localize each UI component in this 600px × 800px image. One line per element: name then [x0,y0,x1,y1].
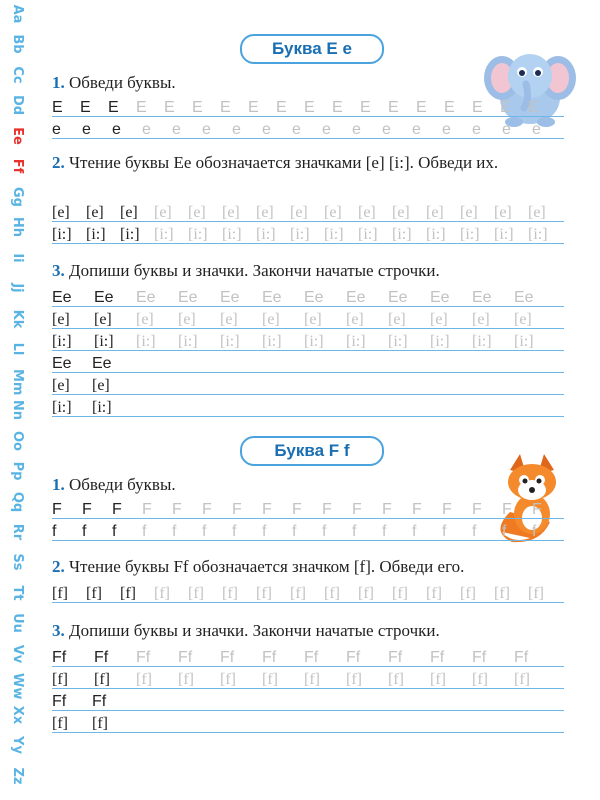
letter-trace[interactable]: Ee [388,289,408,306]
letter-trace[interactable]: e [382,121,391,138]
letter-trace[interactable]: [e] [494,204,512,221]
letter-trace[interactable]: [e] [304,311,322,328]
letter-trace[interactable]: F [142,501,152,518]
writing-row [52,692,564,712]
letter-trace[interactable]: [e] [514,311,532,328]
letter-sample: [i:] [52,333,72,350]
writing-row [52,648,564,668]
letter-sample: f [52,523,57,540]
letter-trace[interactable]: [i:] [358,226,378,243]
alphabet-letter: Ll [10,342,25,356]
letter-trace[interactable]: E [164,99,175,116]
row-cells [52,120,562,140]
letter-trace[interactable]: f [142,523,147,540]
section-e-task1 [52,72,570,94]
writing-row [52,354,564,374]
alphabet-letter: Dd [10,95,25,116]
row-cells [52,398,132,418]
writing-row [52,120,564,140]
letter-trace[interactable]: [f] [290,585,306,602]
alphabet-column [6,0,36,790]
writing-row [52,500,564,520]
letter-sample: Ff [52,649,67,666]
letter-trace[interactable]: e [202,121,211,138]
letter-sample: [f] [86,585,102,602]
task-number: 2. [52,557,65,576]
letter-trace[interactable]: e [232,121,241,138]
writing-row [52,203,564,223]
letter-trace[interactable]: E [528,99,539,116]
letter-sample: F [52,501,62,518]
letter-trace[interactable]: Ee [514,289,534,306]
letter-sample: Ee [92,355,112,372]
task-text: Обведи буквы. [69,475,176,494]
letter-trace[interactable]: Ff [262,649,277,666]
writing-row [52,98,564,118]
section-e-task2 [52,152,570,174]
letter-trace[interactable]: [i:] [472,333,492,350]
letter-trace[interactable]: [i:] [256,226,276,243]
letter-sample: E [80,99,91,116]
letter-trace[interactable]: F [322,501,332,518]
letter-trace[interactable]: Ff [346,649,361,666]
writing-row [52,225,564,245]
letter-trace[interactable]: f [532,523,537,540]
letter-trace[interactable]: [e] [472,311,490,328]
letter-trace[interactable]: e [142,121,151,138]
letter-trace[interactable]: E [248,99,259,116]
letter-trace[interactable]: f [352,523,357,540]
letter-trace[interactable]: E [444,99,455,116]
letter-trace[interactable]: [i:] [514,333,534,350]
task-text: Допиши буквы и значки. Закончи начатые строчки. [69,621,440,640]
letter-trace[interactable]: [f] [430,671,446,688]
letter-sample: [i:] [120,226,140,243]
alphabet-letter: Rr [10,523,25,541]
letter-trace[interactable]: [f] [388,671,404,688]
letter-sample: [e] [120,204,138,221]
letter-sample: [e] [92,377,110,394]
letter-trace[interactable]: [e] [154,204,172,221]
writing-row [52,376,564,396]
alphabet-letter: Mm [10,368,25,396]
letter-trace[interactable]: f [322,523,327,540]
letter-trace[interactable]: e [322,121,331,138]
letter-trace[interactable]: [i:] [290,226,310,243]
alphabet-letter: Hh [10,217,25,238]
writing-row [52,398,564,418]
letter-trace[interactable]: [f] [426,585,442,602]
letter-trace[interactable]: E [388,99,399,116]
letter-trace[interactable]: E [136,99,147,116]
letter-trace[interactable]: [i:] [220,333,240,350]
letter-trace[interactable]: E [360,99,371,116]
letter-sample: F [112,501,122,518]
letter-trace[interactable]: F [502,501,512,518]
letter-trace[interactable]: E [416,99,427,116]
letter-trace[interactable]: F [352,501,362,518]
alphabet-letter: Gg [10,186,25,207]
alphabet-letter: Ee [10,127,25,145]
letter-sample: [i:] [52,226,72,243]
row-cells [52,714,132,734]
letter-trace[interactable]: [i:] [324,226,344,243]
letter-trace[interactable]: [e] [346,311,364,328]
letter-trace[interactable]: f [442,523,447,540]
letter-trace[interactable]: [e] [136,311,154,328]
letter-trace[interactable]: f [292,523,297,540]
letter-trace[interactable]: f [232,523,237,540]
letter-trace[interactable]: e [262,121,271,138]
row-cells [52,332,556,352]
letter-trace[interactable]: F [412,501,422,518]
letter-trace[interactable]: [f] [514,671,530,688]
letter-sample: [f] [94,671,110,688]
letter-trace[interactable]: [e] [426,204,444,221]
letter-sample: [e] [86,204,104,221]
letter-sample: Ff [92,693,107,710]
task-number: 1. [52,475,65,494]
letter-trace[interactable]: [e] [290,204,308,221]
task-number: 3. [52,621,65,640]
row-cells [52,648,556,668]
letter-trace[interactable]: [i:] [494,226,514,243]
letter-trace[interactable]: [e] [460,204,478,221]
letter-trace[interactable]: E [220,99,231,116]
alphabet-letter: Qq [10,491,25,512]
letter-trace[interactable]: [f] [178,671,194,688]
letter-trace[interactable]: [f] [154,585,170,602]
letter-trace[interactable]: e [352,121,361,138]
letter-trace[interactable]: e [532,121,541,138]
letter-sample: F [82,501,92,518]
letter-trace[interactable]: f [262,523,267,540]
letter-trace[interactable]: E [192,99,203,116]
letter-trace[interactable]: [f] [324,585,340,602]
row-cells [52,310,556,330]
letter-trace[interactable]: Ee [262,289,282,306]
letter-trace[interactable]: [f] [188,585,204,602]
letter-trace[interactable]: [i:] [304,333,324,350]
section-f-task3 [52,620,570,642]
letter-sample: E [108,99,119,116]
alphabet-letter: Ii [10,253,25,263]
letter-trace[interactable]: [f] [472,671,488,688]
row-cells [52,98,556,118]
alphabet-strip [0,0,32,800]
letter-trace[interactable]: [e] [188,204,206,221]
letter-trace[interactable]: [f] [256,585,272,602]
letter-sample: E [52,99,63,116]
alphabet-letter: Uu [10,613,25,634]
letter-trace[interactable]: [i:] [154,226,174,243]
letter-trace[interactable]: [f] [304,671,320,688]
task-number: 1. [52,73,65,92]
alphabet-letter: Oo [10,430,25,451]
letter-trace[interactable]: Ff [472,649,487,666]
letter-trace[interactable]: e [502,121,511,138]
row-cells [52,500,562,520]
letter-sample: [i:] [86,226,106,243]
alphabet-letter: Kk [10,309,25,329]
letter-trace[interactable]: Ff [514,649,529,666]
letter-trace[interactable]: f [502,523,507,540]
letter-sample: e [112,121,121,138]
letter-trace[interactable]: [e] [178,311,196,328]
letter-trace[interactable]: E [472,99,483,116]
alphabet-letter: Yy [10,736,25,755]
section-f-task2 [52,556,570,578]
letter-sample: e [52,121,61,138]
letter-trace[interactable]: Ff [304,649,319,666]
section-e-title: Буква Е е [240,34,384,64]
letter-trace[interactable]: E [276,99,287,116]
letter-trace[interactable]: [i:] [136,333,156,350]
letter-trace[interactable]: [i:] [426,226,446,243]
letter-trace[interactable]: E [304,99,315,116]
letter-trace[interactable]: [i:] [388,333,408,350]
letter-trace[interactable]: [f] [136,671,152,688]
letter-trace[interactable]: Ff [430,649,445,666]
task-number: 3. [52,261,65,280]
letter-sample: [e] [94,311,112,328]
letter-trace[interactable]: f [172,523,177,540]
letter-trace[interactable]: Ff [136,649,151,666]
letter-sample: Ff [52,693,67,710]
letter-sample: [f] [52,715,68,732]
letter-trace[interactable]: F [262,501,272,518]
letter-trace[interactable]: F [532,501,542,518]
letter-sample: [f] [52,585,68,602]
section-f-title: Буква F f [240,436,384,466]
letter-sample: [i:] [92,399,112,416]
letter-sample: Ee [52,289,72,306]
letter-trace[interactable]: Ee [136,289,156,306]
letter-sample: [f] [52,671,68,688]
letter-trace[interactable]: Ee [430,289,450,306]
letter-trace[interactable]: [e] [528,204,546,221]
alphabet-letter: Bb [10,34,25,55]
letter-trace[interactable]: [e] [388,311,406,328]
writing-row [52,670,564,690]
letter-trace[interactable]: e [442,121,451,138]
letter-sample: [e] [52,377,70,394]
writing-row [52,584,564,604]
letter-trace[interactable]: [i:] [178,333,198,350]
letter-sample: e [82,121,91,138]
alphabet-letter: Xx [10,705,25,724]
letter-trace[interactable]: f [382,523,387,540]
letter-trace[interactable]: F [472,501,482,518]
writing-row [52,714,564,734]
letter-trace[interactable]: [f] [460,585,476,602]
task-text: Допиши буквы и значки. Закончи начатые строчки. [69,261,440,280]
task-text: Обведи буквы. [69,73,176,92]
letter-sample: [e] [52,311,70,328]
row-cells [52,376,132,396]
alphabet-letter: Zz [10,767,25,785]
alphabet-letter: Nn [10,400,25,421]
letter-trace[interactable]: F [172,501,182,518]
letter-trace[interactable]: [e] [358,204,376,221]
task-number: 2. [52,153,65,172]
letter-trace[interactable]: [f] [262,671,278,688]
letter-trace[interactable]: F [202,501,212,518]
letter-trace[interactable]: [e] [324,204,342,221]
letter-trace[interactable]: [e] [430,311,448,328]
row-cells [52,522,562,542]
letter-sample: f [112,523,117,540]
letter-trace[interactable]: Ff [220,649,235,666]
task-text: Чтение буквы Ff обозначается значком [f]. Обведи его. [69,557,465,576]
writing-row [52,332,564,352]
letter-trace[interactable]: [i:] [392,226,412,243]
letter-trace[interactable]: Ff [388,649,403,666]
writing-row [52,522,564,542]
alphabet-letter: Aa [10,4,25,24]
row-cells [52,225,562,245]
letter-sample: [e] [52,204,70,221]
letter-trace[interactable]: Ff [178,649,193,666]
letter-trace[interactable]: [e] [392,204,410,221]
letter-trace[interactable]: [f] [346,671,362,688]
letter-trace[interactable]: [f] [392,585,408,602]
letter-sample: [i:] [94,333,114,350]
letter-trace[interactable]: F [292,501,302,518]
letter-trace[interactable]: e [412,121,421,138]
row-cells [52,670,556,690]
letter-trace[interactable]: [i:] [528,226,548,243]
letter-trace[interactable]: [f] [494,585,510,602]
letter-trace[interactable]: [f] [222,585,238,602]
letter-trace[interactable]: Ee [346,289,366,306]
row-cells [52,203,562,223]
row-cells [52,584,562,604]
letter-trace[interactable]: [e] [256,204,274,221]
alphabet-letter: Tt [10,585,25,601]
letter-trace[interactable]: E [500,99,511,116]
letter-trace[interactable]: Ee [178,289,198,306]
letter-trace[interactable]: Ee [220,289,240,306]
letter-trace[interactable]: [i:] [346,333,366,350]
letter-sample: [f] [92,715,108,732]
alphabet-letter: Ff [10,159,25,174]
letter-trace[interactable]: [i:] [460,226,480,243]
writing-row [52,288,564,308]
letter-sample: f [82,523,87,540]
letter-trace[interactable]: f [202,523,207,540]
letter-sample: Ee [94,289,114,306]
letter-trace[interactable]: [i:] [262,333,282,350]
letter-trace[interactable]: Ee [304,289,324,306]
letter-sample: [f] [120,585,136,602]
letter-sample: [i:] [52,399,72,416]
letter-trace[interactable]: F [232,501,242,518]
letter-trace[interactable]: [i:] [188,226,208,243]
alphabet-letter: Cc [10,66,25,84]
letter-trace[interactable]: [f] [220,671,236,688]
letter-trace[interactable]: [i:] [430,333,450,350]
section-f-task1 [52,474,570,496]
letter-sample: Ff [94,649,109,666]
writing-row [52,310,564,330]
alphabet-letter: Vv [10,644,25,664]
letter-sample: Ee [52,355,72,372]
letter-trace[interactable]: e [472,121,481,138]
letter-trace[interactable]: F [382,501,392,518]
letter-trace[interactable]: [f] [358,585,374,602]
letter-trace[interactable]: F [442,501,452,518]
letter-trace[interactable]: [e] [220,311,238,328]
row-cells [52,692,132,712]
alphabet-letter: Ww [10,673,25,700]
task-text: Чтение буквы Ее обозначается значками [e] [i:]. Обведи их. [69,153,499,172]
section-e-task3 [52,260,570,282]
alphabet-letter: Pp [10,461,25,481]
alphabet-letter: Ss [10,553,25,571]
letter-trace[interactable]: [e] [262,311,280,328]
letter-trace[interactable]: [e] [222,204,240,221]
letter-trace[interactable]: f [472,523,477,540]
letter-trace[interactable]: [f] [528,585,544,602]
letter-trace[interactable]: Ee [472,289,492,306]
letter-trace[interactable]: f [412,523,417,540]
letter-trace[interactable]: e [292,121,301,138]
alphabet-letter: Jj [10,283,25,293]
row-cells [52,288,556,308]
letter-trace[interactable]: E [332,99,343,116]
letter-trace[interactable]: e [172,121,181,138]
row-cells [52,354,132,374]
letter-trace[interactable]: [i:] [222,226,242,243]
